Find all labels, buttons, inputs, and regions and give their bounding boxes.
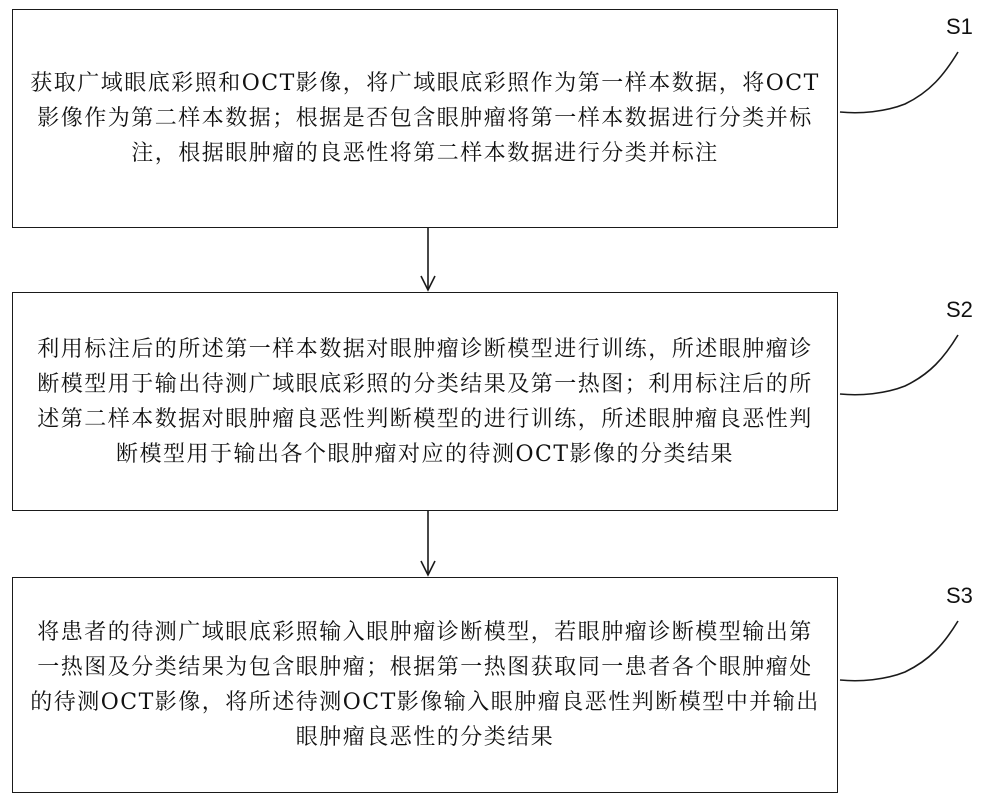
step-label-s3: S3 [946,583,973,608]
step-text-s1: 获取广域眼底彩照和OCT影像，将广域眼底彩照作为第一样本数据，将OCT影像作为第二样本数据；根据是否包含眼肿瘤将第一样本数据进行分类并标注，根据眼肿瘤的良恶性将第二样本数据进行分类并标注 [30,71,820,166]
step-text-s2: 利用标注后的所述第一样本数据对眼肿瘤诊断模型进行训练，所述眼肿瘤诊断模型用于输出待测广域眼底彩照的分类结果及第一热图；利用标注后的所述第二样本数据对眼肿瘤良恶性判断模型的进行训练，所述眼肿瘤良恶性判断模型用于输出各个眼肿瘤对应的待测OCT影像的分类结果 [37,336,813,467]
arrow-s2-to-s3 [421,511,435,575]
arrow-s1-to-s2 [421,228,435,290]
step-label-s2: S2 [946,297,973,322]
leader-line-s2 [840,335,958,395]
leader-line-s3 [840,621,958,681]
leader-line-s1 [840,52,958,113]
step-label-s1: S1 [946,14,973,39]
step-text-s3: 将患者的待测广域眼底彩照输入眼肿瘤诊断模型，若眼肿瘤诊断模型输出第一热图及分类结果为包含眼肿瘤；根据第一热图获取同一患者各个眼肿瘤处的待测OCT影像，将所述待测OCT影像输入眼肿瘤良恶性判断模型中并输出眼肿瘤良恶性的分类结果 [30,620,820,750]
